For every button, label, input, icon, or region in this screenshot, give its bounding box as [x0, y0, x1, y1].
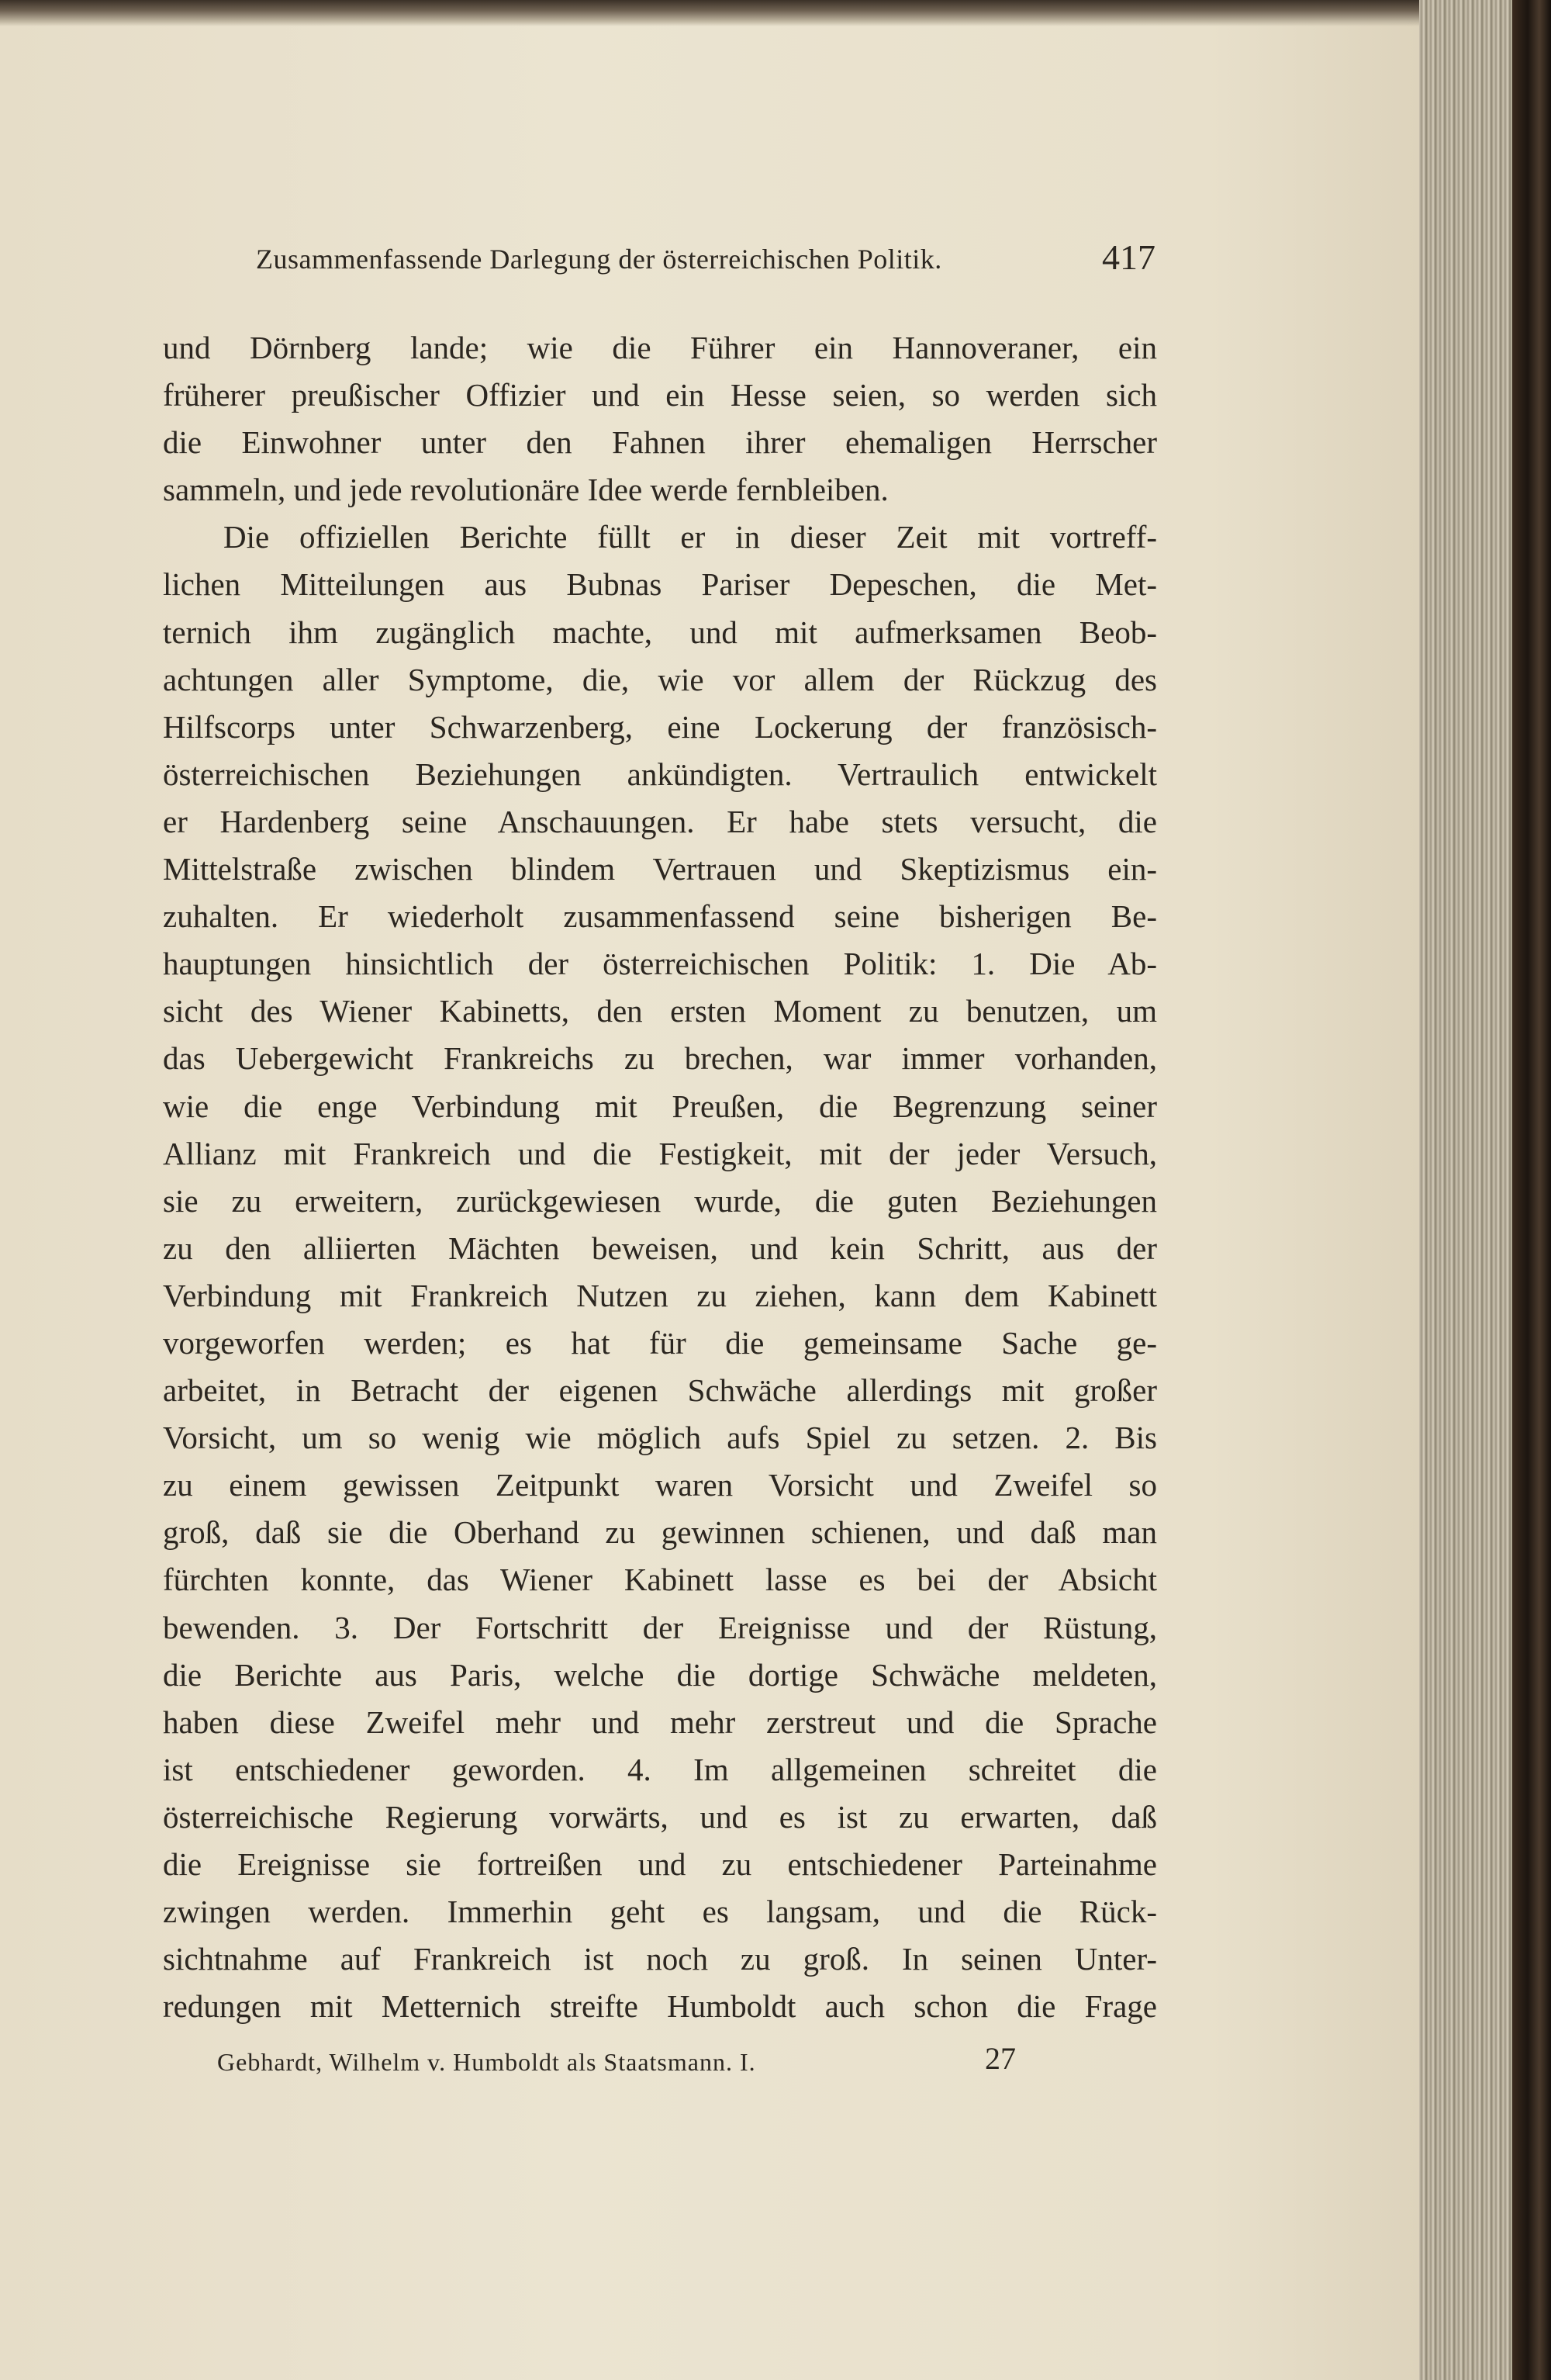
running-title: Zusammenfassende Darlegung der österreichischen Politik.	[256, 244, 942, 275]
text-line: bewenden. 3. Der Fortschritt der Ereignisse und der Rüstung,	[163, 1609, 1157, 1645]
text-line: Hilfscorps unter Schwarzenberg, eine Lockerung der französisch-	[163, 708, 1157, 745]
body-text	[163, 324, 1157, 2030]
text-line: österreichische Regierung vorwärts, und es ist zu erwarten, daß	[163, 1798, 1157, 1835]
text-line: hauptungen hinsichtlich der österreichischen Politik: 1. Die Ab-	[163, 946, 1157, 982]
text-line: lichen Mitteilungen aus Bubnas Pariser Depeschen, die Met-	[163, 566, 1157, 603]
text-line: wie die enge Verbindung mit Preußen, die Begrenzung seiner	[163, 1088, 1157, 1124]
text-line: zu den alliierten Mächten beweisen, und kein Schritt, aus der	[163, 1230, 1157, 1266]
page-number: 417	[1102, 237, 1155, 277]
text-line: zwingen werden. Immerhin geht es langsam, und die Rück-	[163, 1894, 1157, 1930]
text-line: österreichischen Beziehungen ankündigten. Vertraulich entwickelt	[163, 756, 1157, 792]
text-line: sammeln, und jede revolutionäre Idee werde fernbleiben.	[163, 472, 889, 508]
text-line: Die offiziellen Berichte füllt er in dieser Zeit mit vortreff-	[223, 519, 1157, 555]
text-line: fürchten konnte, das Wiener Kabinett lasse es bei der Absicht	[163, 1562, 1157, 1598]
text-line: und Dörnberg lande; wie die Führer ein Hannoveraner, ein	[163, 330, 1157, 365]
page-edges	[1419, 0, 1520, 2380]
text-line: achtungen aller Symptome, die, wie vor allem der Rückzug des	[163, 661, 1157, 697]
book-binding	[1512, 0, 1551, 2380]
page-footer	[217, 2040, 1070, 2087]
text-line: arbeitet, in Betracht der eigenen Schwäche allerdings mit großer	[163, 1372, 1157, 1409]
text-line: die Berichte aus Paris, welche die dortige Schwäche meldeten,	[163, 1656, 1157, 1693]
text-line: Verbindung mit Frankreich Nutzen zu ziehen, kann dem Kabinett	[163, 1277, 1157, 1313]
text-line: sicht des Wiener Kabinetts, den ersten Moment zu benutzen, um	[163, 993, 1157, 1029]
text-line: groß, daß sie die Oberhand zu gewinnen schienen, und daß man	[163, 1514, 1157, 1551]
running-header	[256, 237, 1155, 283]
text-line: ist entschiedener geworden. 4. Im allgemeinen schreitet die	[163, 1751, 1157, 1787]
text-line: Mittelstraße zwischen blindem Vertrauen und Skeptizismus ein-	[163, 851, 1157, 887]
text-line: vorgeworfen werden; es hat für die gemeinsame Sache ge-	[163, 1324, 1157, 1361]
text-line: sie zu erweitern, zurückgewiesen wurde, die guten Beziehungen	[163, 1182, 1157, 1219]
text-line: Vorsicht, um so wenig wie möglich aufs Spiel zu setzen. 2. Bis	[163, 1420, 1157, 1456]
footer-citation: Gebhardt, Wilhelm v. Humboldt als Staatsmann. I.	[217, 2048, 756, 2076]
text-line: zu einem gewissen Zeitpunkt waren Vorsicht und Zweifel so	[163, 1467, 1157, 1503]
text-line: er Hardenberg seine Anschauungen. Er habe stets versucht, die	[163, 803, 1157, 839]
text-line: Allianz mit Frankreich und die Festigkeit, mit der jeder Versuch,	[163, 1135, 1157, 1171]
text-line: haben diese Zweifel mehr und mehr zerstreut und die Sprache	[163, 1704, 1157, 1740]
text-line: redungen mit Metternich streifte Humboldt auch schon die Frage	[163, 1988, 1157, 2025]
signature-mark: 27	[985, 2041, 1016, 2076]
text-line: die Ereignisse sie fortreißen und zu entschiedener Parteinahme	[163, 1846, 1157, 1882]
text-line: sichtnahme auf Frankreich ist noch zu groß. In seinen Unter-	[163, 1941, 1157, 1977]
text-line: die Einwohner unter den Fahnen ihrer ehemaligen Herrscher	[163, 424, 1157, 461]
text-line: das Uebergewicht Frankreichs zu brechen, war immer vorhanden,	[163, 1040, 1157, 1077]
text-line: zuhalten. Er wiederholt zusammenfassend seine bisherigen Be-	[163, 898, 1157, 935]
text-line: früherer preußischer Offizier und ein Hesse seien, so werden sich	[163, 377, 1157, 413]
page-top-shadow	[0, 0, 1419, 26]
text-line: ternich ihm zugänglich machte, und mit aufmerksamen Beob-	[163, 614, 1157, 650]
